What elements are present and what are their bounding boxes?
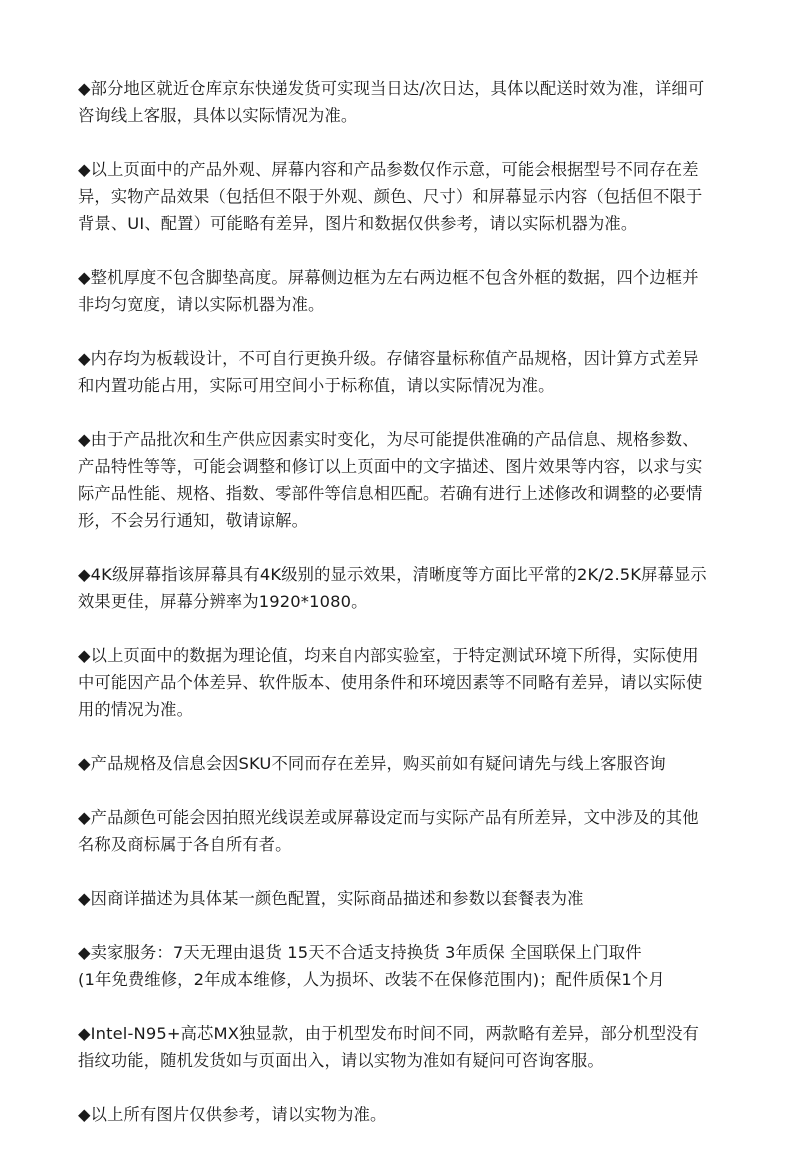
- notice-line: ◆由于产品批次和生产供应因素实时变化，为尽可能提供准确的产品信息、规格参数、: [78, 430, 699, 449]
- notice-line: ◆因商详描述为具体某一颜色配置，实际商品描述和参数以套餐表为准: [78, 889, 584, 908]
- notice-line: 异，实物产品效果（包括但不限于外观、颜色、尺寸）和屏幕显示内容（包括但不限于: [78, 187, 703, 206]
- notice-line: ◆整机厚度不包含脚垫高度。屏幕侧边框为左右两边框不包含外框的数据，四个边框并: [78, 268, 699, 287]
- notice-line: ◆卖家服务：7天无理由退货 15天不合适支持换货 3年质保 全国联保上门取件: [78, 943, 642, 962]
- notice-batch: [78, 426, 728, 534]
- notice-appearance: [78, 156, 728, 237]
- notice-line: 名称及商标属于各自所有者。: [78, 835, 292, 854]
- notice-line: ◆4K级屏幕指该屏幕具有4K级别的显示效果，清晰度等方面比平常的2K/2.5K屏幕显示: [78, 565, 707, 584]
- notice-line: 际产品性能、规格、指数、零部件等信息相匹配。若确有进行上述修改和调整的必要情: [78, 484, 703, 503]
- notice-line: 指纹功能，随机发货如与页面出入，请以实物为准如有疑问可咨询客服。: [78, 1051, 604, 1070]
- notice-memory: [78, 345, 728, 399]
- notice-4k-screen: [78, 561, 728, 615]
- notice-list: [78, 75, 728, 1128]
- notice-model-variant: [78, 1020, 728, 1074]
- notice-sku: [78, 750, 728, 777]
- notice-line: 产品特性等等，可能会调整和修订以上页面中的文字描述、图片效果等内容，以求与实: [78, 457, 703, 476]
- notice-line: 形，不会另行通知，敬请谅解。: [78, 511, 309, 530]
- notice-theoretical-data: [78, 642, 728, 723]
- notice-seller-service: [78, 939, 728, 993]
- notice-color: [78, 804, 728, 858]
- notice-images: [78, 1101, 728, 1128]
- notice-line: 和内置功能占用，实际可用空间小于标称值，请以实际情况为准。: [78, 376, 555, 395]
- notice-line: ◆以上页面中的产品外观、屏幕内容和产品参数仅作示意，可能会根据型号不同存在差: [78, 160, 699, 179]
- notice-line: ◆Intel-N95+高芯MX独显款，由于机型发布时间不同，两款略有差异，部分机型没有: [78, 1024, 700, 1043]
- notice-line: 中可能因产品个体差异、软件版本、使用条件和环境因素等不同略有差异，请以实际使: [78, 673, 703, 692]
- notice-line: 背景、UI、配置）可能略有差异，图片和数据仅供参考，请以实际机器为准。: [78, 214, 638, 233]
- notice-line: 咨询线上客服，具体以实际情况为准。: [78, 106, 358, 125]
- notice-line: 效果更佳，屏幕分辨率为1920*1080。: [78, 592, 368, 611]
- notice-line: 非均匀宽度，请以实际机器为准。: [78, 295, 325, 314]
- notice-thickness: [78, 264, 728, 318]
- notice-line: ◆产品颜色可能会因拍照光线误差或屏幕设定而与实际产品有所差异，文中涉及的其他: [78, 808, 699, 827]
- notice-line: ◆部分地区就近仓库京东快递发货可实现当日达/次日达，具体以配送时效为准，详细可: [78, 79, 705, 98]
- notice-line: 用的情况为准。: [78, 700, 194, 719]
- notice-delivery: [78, 75, 728, 129]
- notice-line: ◆产品规格及信息会因SKU不同而存在差异，购买前如有疑问请先与线上客服咨询: [78, 754, 666, 773]
- notice-line: (1年免费维修，2年成本维修，人为损坏、改装不在保修范围内)；配件质保1个月: [78, 970, 665, 989]
- notice-line: ◆以上所有图片仅供参考，请以实物为准。: [78, 1105, 387, 1124]
- notice-line: ◆内存均为板载设计，不可自行更换升级。存储容量标称值产品规格，因计算方式差异: [78, 349, 699, 368]
- notice-package: [78, 885, 728, 912]
- notice-line: ◆以上页面中的数据为理论值，均来自内部实验室，于特定测试环境下所得，实际使用: [78, 646, 699, 665]
